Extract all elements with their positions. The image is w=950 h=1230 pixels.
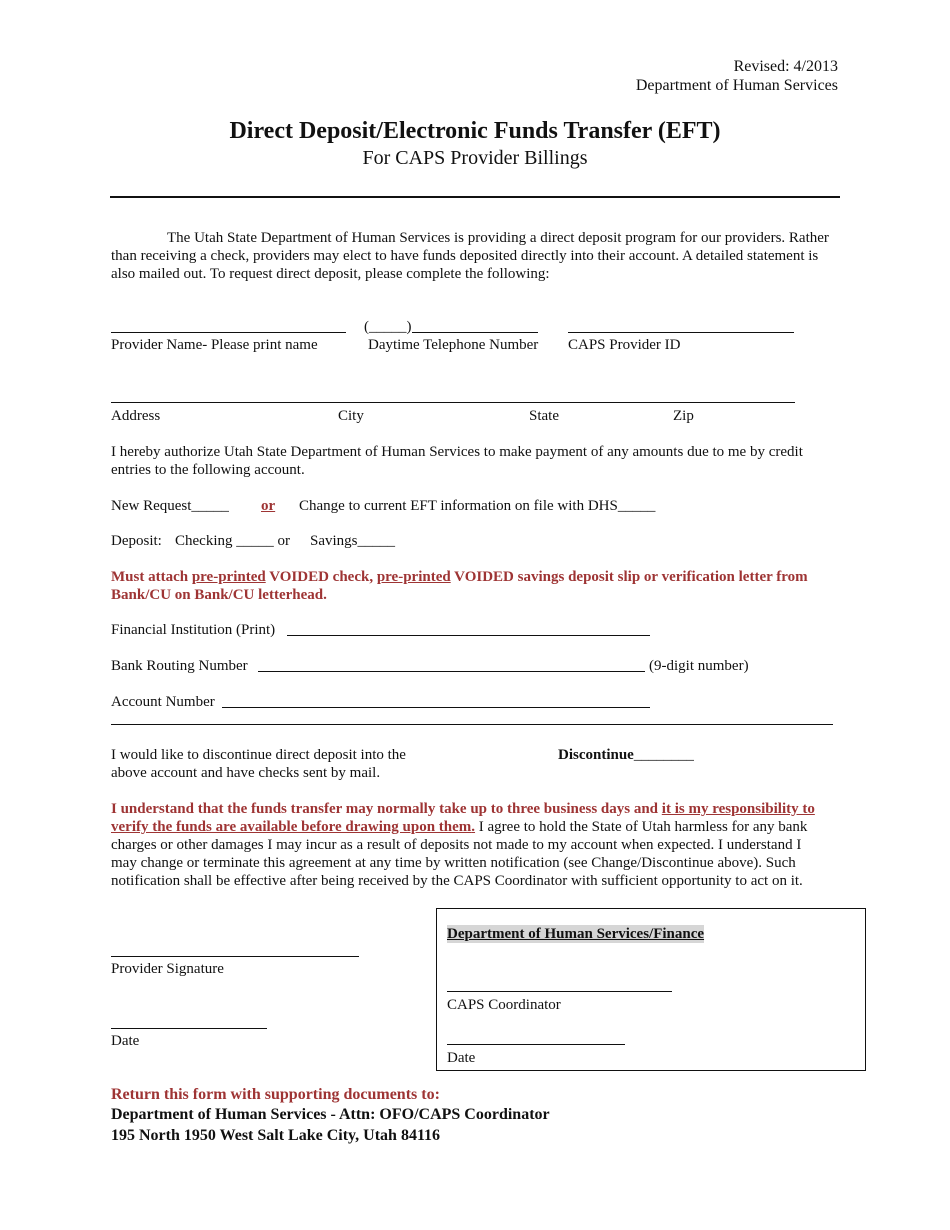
attach-notice-preprinted-1: pre-printed: [191, 569, 266, 585]
attach-notice: [111, 568, 846, 604]
provider-date-label: Date: [111, 1033, 140, 1049]
title-divider: [110, 196, 840, 198]
coordinator-signature-line[interactable]: [447, 991, 672, 992]
revised-date: Revised: 4/2013: [733, 58, 838, 75]
phone-label: Daytime Telephone Number: [368, 337, 539, 353]
state-label: State: [529, 408, 559, 424]
finance-box-title: Department of Human Services/Finance: [447, 926, 705, 942]
provider-signature-label: Provider Signature: [111, 961, 224, 977]
section-divider: [111, 724, 833, 725]
coordinator-date-label: Date: [447, 1050, 476, 1066]
return-heading: Return this form with supporting documents to:: [111, 1086, 440, 1103]
provider-signature-line[interactable]: [111, 956, 359, 957]
agreement-responsibility-text: it is my responsibility to verify the funds are available before drawing upon them: [111, 801, 815, 835]
page-title: Direct Deposit/Electronic Funds Transfer (EFT): [229, 118, 721, 144]
deposit-label: Deposit:: [111, 533, 162, 549]
page-subtitle: For CAPS Provider Billings: [362, 147, 588, 169]
phone-area-code: (_____): [364, 319, 412, 335]
attach-notice-preprinted-2: pre-printed: [376, 569, 451, 585]
checking-option[interactable]: Checking _____ or: [175, 533, 290, 549]
discontinue-text-2: above account and have checks sent by mail.: [111, 765, 381, 781]
intro-paragraph: The Utah State Department of Human Services is providing a direct deposit program for our providers. Rather than receiving a check, providers may elect to have funds deposited directly into their account. A detailed statement is also mailed out. To request direct deposit, please complete the following:: [111, 230, 829, 282]
caps-id-line[interactable]: [568, 332, 794, 333]
authorization-text: I hereby authorize Utah State Department of Human Services to make payment of any amounts due to me by credit entries to the following account.: [111, 444, 803, 478]
agreement-terms: I agree to hold the State of Utah harmless for any bank charges or other damages I may incur as a result of deposits not made to my account when expected. I understand I may change or terminate this agreement at any time by written notification (see Change/Discontinue above). Such notification shall be effective after being received by the CAPS Coordinator with sufficient opportunity to act on it.: [111, 819, 808, 889]
header-department: Department of Human Services: [635, 77, 838, 94]
account-line[interactable]: [222, 707, 650, 708]
attach-notice-part1: Must attach: [111, 569, 192, 585]
routing-note: (9-digit number): [649, 658, 749, 674]
phone-line[interactable]: [412, 332, 538, 333]
agreement-bold-text: I understand that the funds transfer may normally take up to three business days and: [111, 801, 662, 817]
routing-label: Bank Routing Number: [111, 658, 248, 674]
address-label: Address: [111, 408, 161, 424]
coordinator-date-line[interactable]: [447, 1044, 625, 1045]
attach-notice-part2: VOIDED check,: [265, 569, 377, 585]
provider-name-line[interactable]: [111, 332, 346, 333]
routing-line[interactable]: [258, 671, 645, 672]
coordinator-label: CAPS Coordinator: [447, 997, 561, 1013]
savings-option[interactable]: Savings_____: [310, 533, 396, 549]
new-request-option[interactable]: New Request_____: [111, 498, 229, 514]
attach-notice-part3: VOIDED savings deposit slip or verification letter from Bank/CU on Bank/CU letterhead.: [111, 569, 808, 603]
caps-id-label: CAPS Provider ID: [568, 337, 681, 353]
institution-label: Financial Institution (Print): [111, 622, 276, 638]
return-address-line-1: Department of Human Services - Attn: OFO/CAPS Coordinator: [111, 1106, 550, 1123]
agreement-paragraph: I understand that the funds transfer may normally take up to three business days and it is my responsibility to verify the funds are available before drawing upon them. I agree to hold the State of Utah harmless for any bank charges or other damages I may incur as a result of deposits not made to my account when expected. I understand I may change or terminate this agreement at any time by written notification (see Change/Discontinue above). Such notification shall be effective after being received by the CAPS Coordinator with sufficient opportunity to act on it.: [111, 801, 815, 889]
discontinue-option[interactable]: [558, 746, 694, 764]
provider-date-line[interactable]: [111, 1028, 267, 1029]
discontinue-blank[interactable]: ________: [633, 747, 694, 763]
city-label: City: [338, 408, 364, 424]
discontinue-label: Discontinue: [558, 747, 634, 763]
institution-line[interactable]: [287, 635, 650, 636]
return-address-line-2: 195 North 1950 West Salt Lake City, Utah 84116: [111, 1127, 441, 1144]
change-request-option[interactable]: Change to current EFT information on file with DHS_____: [299, 498, 656, 514]
provider-name-label: Provider Name- Please print name: [111, 337, 318, 353]
account-label: Account Number: [111, 694, 215, 710]
discontinue-text-1: I would like to discontinue direct deposit into the: [111, 747, 406, 763]
address-line[interactable]: [111, 402, 795, 403]
or-text: or: [261, 498, 276, 514]
zip-label: Zip: [673, 408, 694, 424]
